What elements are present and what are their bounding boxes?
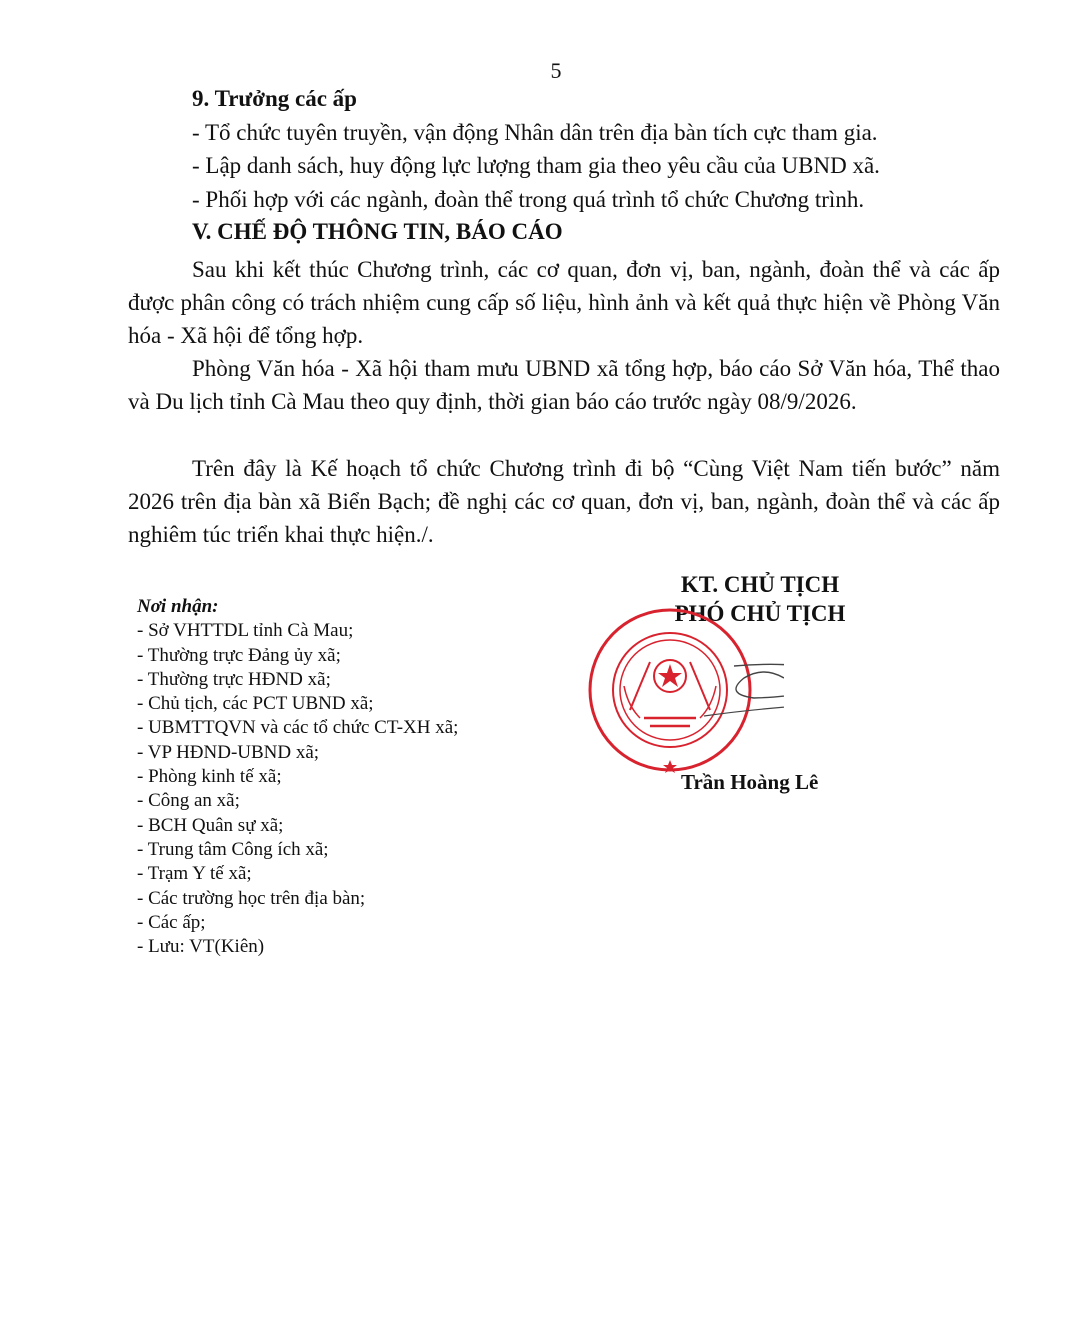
signature-role-2: PHÓ CHỦ TỊCH	[674, 601, 846, 626]
section-9-heading: 9. Trưởng các ấp	[192, 86, 357, 111]
recipient-item: - UBMTTQVN và các tổ chức CT-XH xã;	[137, 717, 459, 739]
section-9-item: - Lập danh sách, huy động lực lượng tham gia theo yêu cầu của UBND xã.	[192, 153, 880, 178]
official-seal-icon	[584, 606, 784, 786]
recipient-item: - Phòng kinh tế xã;	[137, 766, 282, 788]
recipient-item: - Trạm Y tế xã;	[137, 863, 252, 885]
recipient-item: - Công an xã;	[137, 790, 240, 812]
recipient-item: - Thường trực HĐND xã;	[137, 668, 331, 690]
page-number: 5	[550, 58, 562, 83]
recipient-item: - Lưu: VT(Kiên)	[137, 936, 265, 958]
recipient-item: - Các ấp;	[137, 911, 206, 933]
recipients-list	[137, 619, 458, 959]
recipient-item: - Chủ tịch, các PCT UBND xã;	[137, 693, 374, 715]
section-9-item: - Tổ chức tuyên truyền, vận động Nhân dân trên địa bàn tích cực tham gia.	[192, 120, 878, 145]
paragraph-text: Trên đây là Kế hoạch tổ chức Chương trình đi bộ “Cùng Việt Nam tiến bước” năm 2026 trên địa bàn xã Biển Bạch; đề nghị các cơ quan, đơn vị, ban, ngành, đoàn thể và các ấp nghiêm túc triển khai thực hiện./.	[128, 456, 1000, 547]
paragraph-text: Sau khi kết thúc Chương trình, các cơ quan, đơn vị, ban, ngành, đoàn thể và các ấp được phân công có trách nhiệm cung cấp số liệu, hình ảnh và kết quả thực hiện về Phòng Văn hóa - Xã hội để tổng hợp.	[128, 257, 1000, 348]
paragraph-text: Phòng Văn hóa - Xã hội tham mưu UBND xã tổng hợp, báo cáo Sở Văn hóa, Thể thao và Du lịch tỉnh Cà Mau theo quy định, thời gian báo cáo trước ngày 08/9/2026.	[128, 356, 1000, 414]
signer-name: Trần Hoàng Lê	[681, 770, 819, 794]
signature-role-1: KT. CHỦ TỊCH	[680, 572, 840, 597]
section-v-heading: V. CHẾ ĐỘ THÔNG TIN, BÁO CÁO	[192, 219, 563, 244]
paragraph-reporting	[128, 253, 1000, 352]
recipient-item: - BCH Quân sự xã;	[137, 814, 284, 836]
recipient-item: - Trung tâm Công ích xã;	[137, 838, 329, 860]
paragraph-reporting-2	[128, 352, 1000, 418]
paragraph-conclusion	[128, 452, 1000, 551]
recipient-item: - Thường trực Đảng ủy xã;	[137, 644, 341, 666]
section-9-item: - Phối hợp với các ngành, đoàn thể trong quá trình tổ chức Chương trình.	[192, 187, 865, 212]
recipient-item: - VP HĐND-UBND xã;	[137, 741, 320, 763]
recipient-item: - Sở VHTTDL tỉnh Cà Mau;	[137, 620, 354, 642]
recipients-title: Nơi nhận:	[137, 596, 219, 617]
recipient-item: - Các trường học trên địa bàn;	[137, 887, 366, 909]
recipients-block	[137, 595, 458, 959]
